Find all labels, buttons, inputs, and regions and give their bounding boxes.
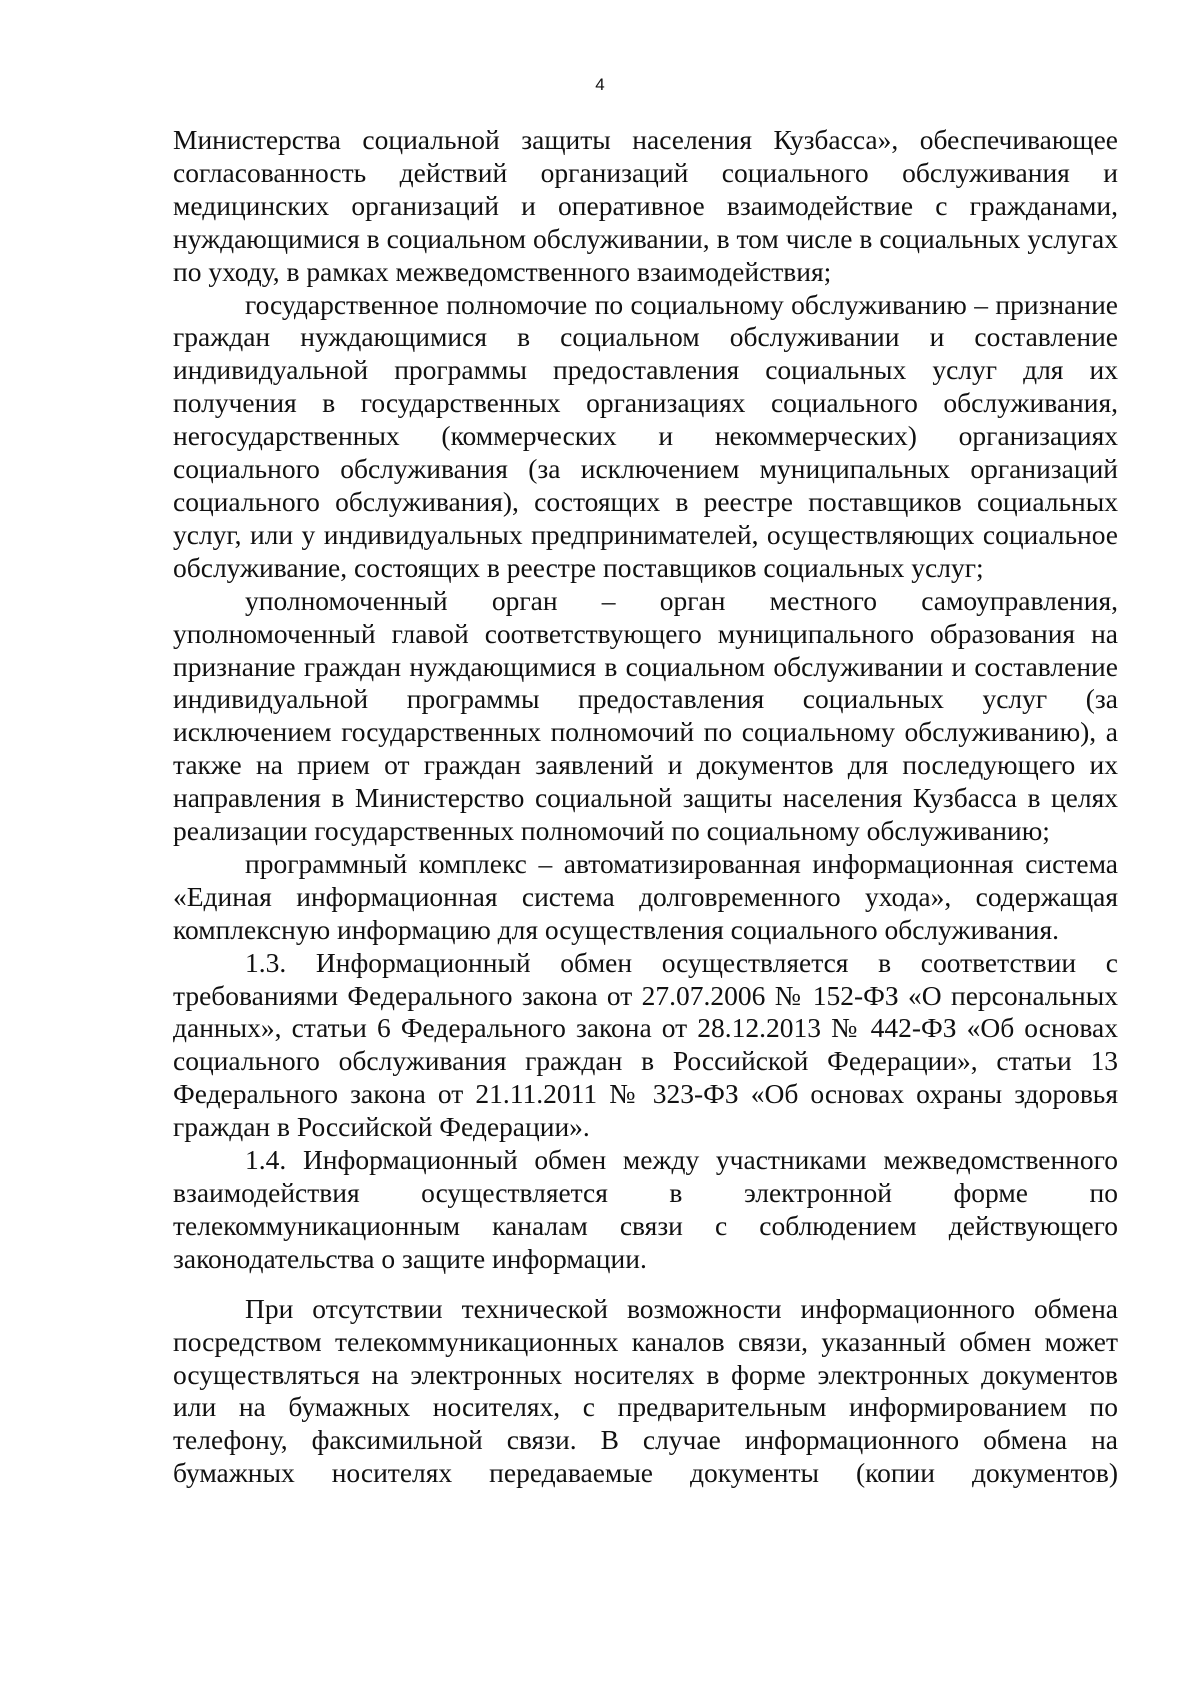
paragraph-state-authority-definition: государственное полномочие по социальному обслуживанию – признание граждан нуждающимися в социальном обслуживании и составление индивидуальной программы предоставления социальных услуг для их получения в государственных организациях социального обслуживания, негосударственных (коммерческих и некоммерческих) организациях социального обслуживания (за исключением муниципальных организаций социального обслуживания), состоящих в реестре поставщиков социальных услуг, или у индивидуальных предпринимателей, осуществляющих социальное обслуживание, состоящих в реестре поставщиков социальных услуг; <box>173 288 1118 583</box>
paragraph-software-complex-definition: программный комплекс – автоматизированная информационная система «Единая информационная система долговременного ухода», содержащая комплексную информацию для осуществления социального обслуживания. <box>173 847 1118 945</box>
document-body <box>173 124 1118 1490</box>
paragraph-authorized-body-definition: уполномоченный орган – орган местного самоуправления, уполномоченный главой соответствующего муниципального образования на признание граждан нуждающимися в социальном обслуживании и составление индивидуальной программы предоставления социальных услуг (за исключением государственных полномочий по социальному обслуживанию), а также на прием от граждан заявлений и документов для последующего их направления в Министерство социальной защиты населения Кузбасса в целях реализации государственных полномочий по социальному обслуживанию; <box>173 584 1118 847</box>
page-number: 4 <box>595 75 605 94</box>
paragraph-section-1-4: 1.4. Информационный обмен между участниками межведомственного взаимодействия осуществляется в электронной форме по телекоммуникационным каналам связи с соблюдением действующего законодательства о защите информации. <box>173 1144 1118 1274</box>
paragraph-section-1-3: 1.3. Информационный обмен осуществляется в соответствии с требованиями Федерального закона от 27.07.2006 № 152-ФЗ «О персональных данных», статьи 6 Федерального закона от 28.12.2013 № 442-ФЗ «Об основах социального обслуживания граждан в Российской Федерации», статьи 13 Федерального закона от 21.11.2011 № 323-ФЗ «Об основах охраны здоровья граждан в Российской Федерации». <box>173 946 1118 1143</box>
paragraph-ministry-center: Министерства социальной защиты населения Кузбасса», обеспечивающее согласованность действий организаций социального обслуживания и медицинских организаций и оперативное взаимодействие с гражданами, нуждающимися в социальном обслуживании, в том числе в социальных услугах по уходу, в рамках межведомственного взаимодействия; <box>173 124 1118 287</box>
paragraph-paper-exchange: При отсутствии технической возможности информационного обмена посредством телекоммуникационных каналов связи, указанный обмен может осуществляться на электронных носителях в форме электронных документов или на бумажных носителях, с предварительным информированием по телефону, факсимильной связи. В случае информационного обмена на бумажных носителях передаваемые документы (копии документов) <box>173 1292 1118 1489</box>
